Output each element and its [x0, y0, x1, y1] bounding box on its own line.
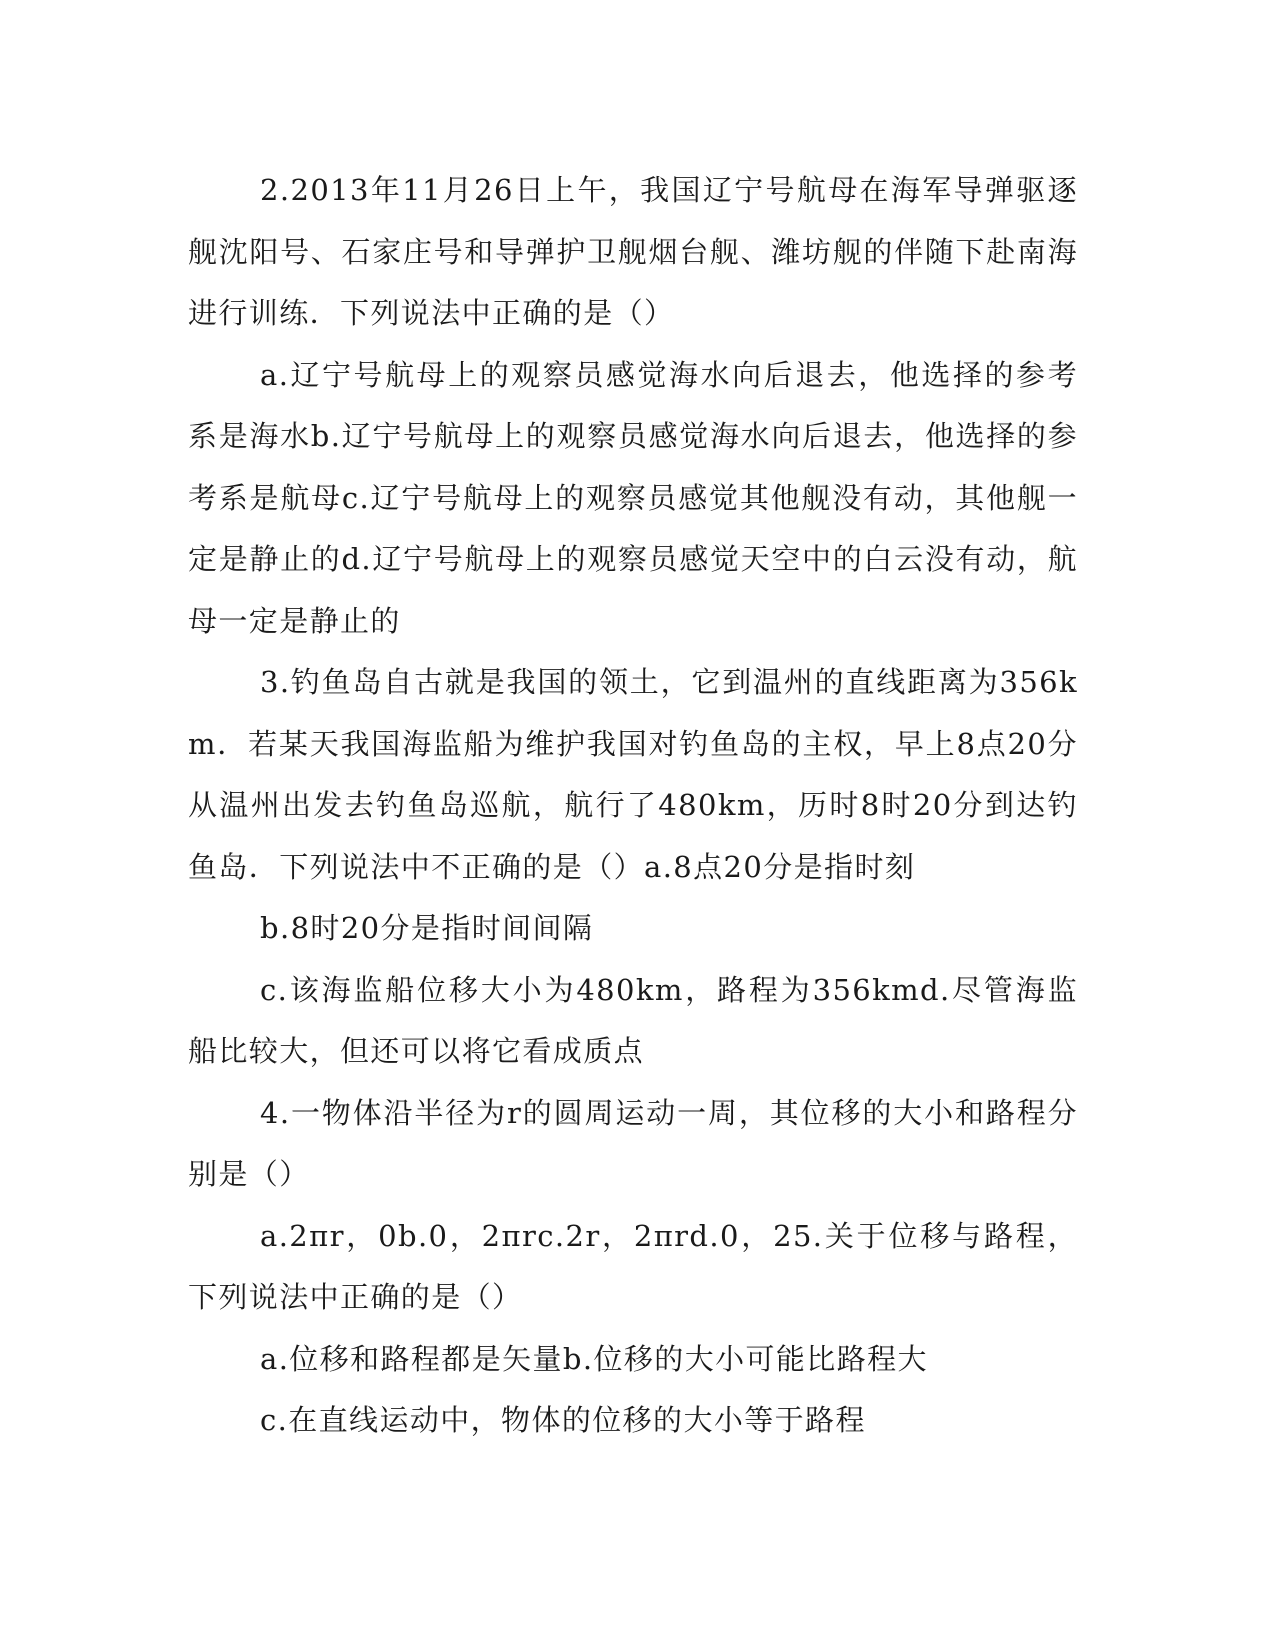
question-3-option-b: b.8时20分是指时间间隔 [260, 911, 594, 945]
question-4-options-question-5-stem: a.2πr，0b.0，2πrc.2r，2πrd.0，25.关于位移与路程，下列说法中正确的是（） [188, 1218, 1078, 1314]
question-3-option-c-d: c.该海监船位移大小为480km，路程为356kmd.尽管海监船比较大，但还可以将它看成质点 [188, 972, 1078, 1068]
question-2-options: a.辽宁号航母上的观察员感觉海水向后退去，他选择的参考系是海水b.辽宁号航母上的观察员感觉海水向后退去，他选择的参考系是航母c.辽宁号航母上的观察员感觉其他舰没有动，其他舰一定是静止的d.辽宁号航母上的观察员感觉天空中的白云没有动，航母一定是静止的 [188, 357, 1078, 638]
question-2-stem: 2.2013年11月26日上午，我国辽宁号航母在海军导弹驱逐舰沈阳号、石家庄号和导弹护卫舰烟台舰、潍坊舰的伴随下赴南海进行训练．下列说法中正确的是（） [188, 173, 1078, 330]
question-4-stem: 4.一物体沿半径为r的圆周运动一周，其位移的大小和路程分别是（） [188, 1095, 1078, 1191]
question-5-option-c: c.在直线运动中，物体的位移的大小等于路程 [260, 1403, 866, 1437]
question-5-option-a-b: a.位移和路程都是矢量b.位移的大小可能比路程大 [260, 1341, 928, 1376]
question-3-stem: 3.钓鱼岛自古就是我国的领土，它到温州的直线距离为356km．若某天我国海监船为维护我国对钓鱼岛的主权，早上8点20分从温州出发去钓鱼岛巡航，航行了480km，历时8时20分到达钓鱼岛．下列说法中不正确的是（）a.8点20分是指时刻 [188, 665, 1078, 884]
document-body [188, 160, 1078, 1452]
